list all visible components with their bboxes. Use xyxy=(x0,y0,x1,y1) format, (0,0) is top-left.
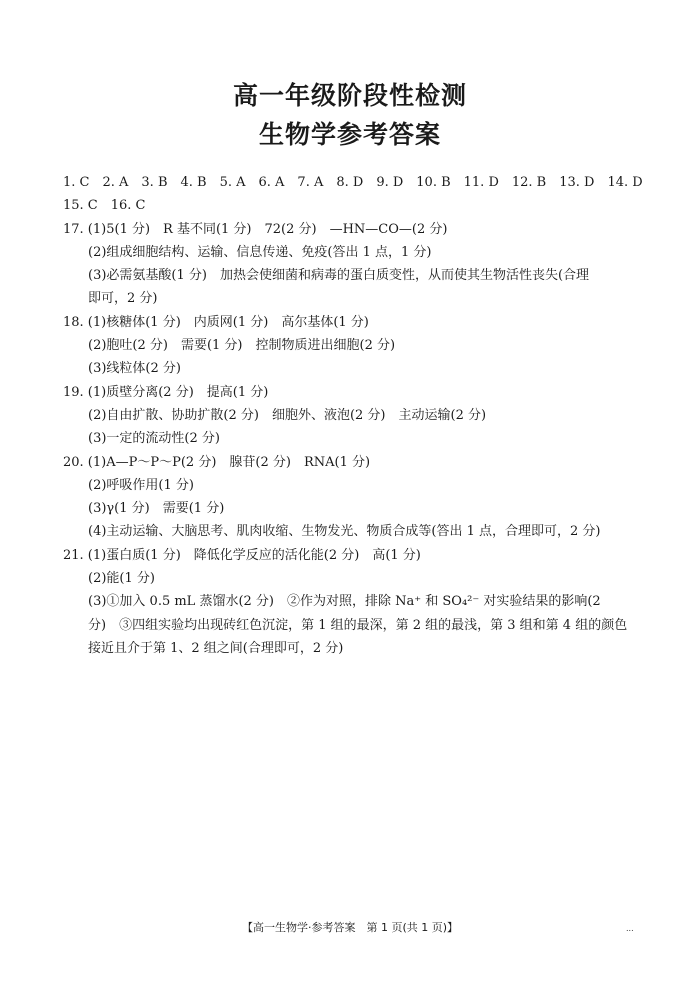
answer-line: 15. C 16. C xyxy=(63,198,146,214)
answer-line: (2)能(1 分) xyxy=(88,571,155,587)
answer-line: (3)一定的流动性(2 分) xyxy=(88,431,220,447)
answer-line: (2)自由扩散、协助扩散(2 分) 细胞外、液泡(2 分) 主动运输(2 分) xyxy=(88,407,487,423)
answer-line: 接近且介于第 1、2 组之间(合理即可，2 分) xyxy=(88,640,344,656)
answer-line: (3)γ(1 分) 需要(1 分) xyxy=(88,501,225,517)
answer-line: (3)①加入 0.5 mL 蒸馏水(2 分) ②作为对照，排除 Na⁺ 和 SO₄²⁻ 对实验结果的影响(2 xyxy=(88,594,601,610)
answer-line: 17. (1)5(1 分) R 基不同(1 分) 72(2 分) —HN—CO—(2 分) xyxy=(63,221,448,237)
corner-mark: ... xyxy=(626,924,634,933)
answer-line: 1. C 2. A 3. B 4. B 5. A 6. A 7. A 8. D 9. D 10. B 11. D 12. B 13. D 14. D xyxy=(63,175,643,190)
answer-line: 分) ③四组实验均出现砖红色沉淀，第 1 组的最深，第 2 组的最浅，第 3 组和第 4 组的颜色 xyxy=(88,617,628,633)
answer-line: (2)胞吐(2 分) 需要(1 分) 控制物质进出细胞(2 分) xyxy=(88,338,396,354)
answer-line: (4)主动运输、大脑思考、肌肉收缩、生物发光、物质合成等(答出 1 点，合理即可，2 分) xyxy=(88,524,601,540)
answer-line: 20. (1)A—P～P～P(2 分) 腺苷(2 分) RNA(1 分) xyxy=(63,454,371,470)
answer-line: (2)呼吸作用(1 分) xyxy=(88,477,194,493)
answer-line: (3)必需氨基酸(1 分) 加热会使细菌和病毒的蛋白质变性，从而使其生物活性丧失(合理 xyxy=(88,268,590,284)
answer-line: 18. (1)核糖体(1 分) 内质网(1 分) 高尔基体(1 分) xyxy=(63,314,369,330)
answer-line: 19. (1)质壁分离(2 分) 提高(1 分) xyxy=(63,384,269,400)
answer-line: 21. (1)蛋白质(1 分) 降低化学反应的活化能(2 分) 高(1 分) xyxy=(63,547,421,563)
answer-line: (3)线粒体(2 分) xyxy=(88,361,181,377)
document-title: 高一年级阶段性检测 xyxy=(232,81,467,110)
page-footer: 【高一生物学·参考答案 第 1 页(共 1 页)】 xyxy=(241,921,459,934)
answer-line: (2)组成细胞结构、运输、信息传递、免疫(答出 1 点，1 分) xyxy=(88,244,432,260)
document-subtitle: 生物学参考答案 xyxy=(258,120,441,149)
answer-key-body xyxy=(63,171,643,660)
answer-line: 即可，2 分) xyxy=(88,291,158,307)
